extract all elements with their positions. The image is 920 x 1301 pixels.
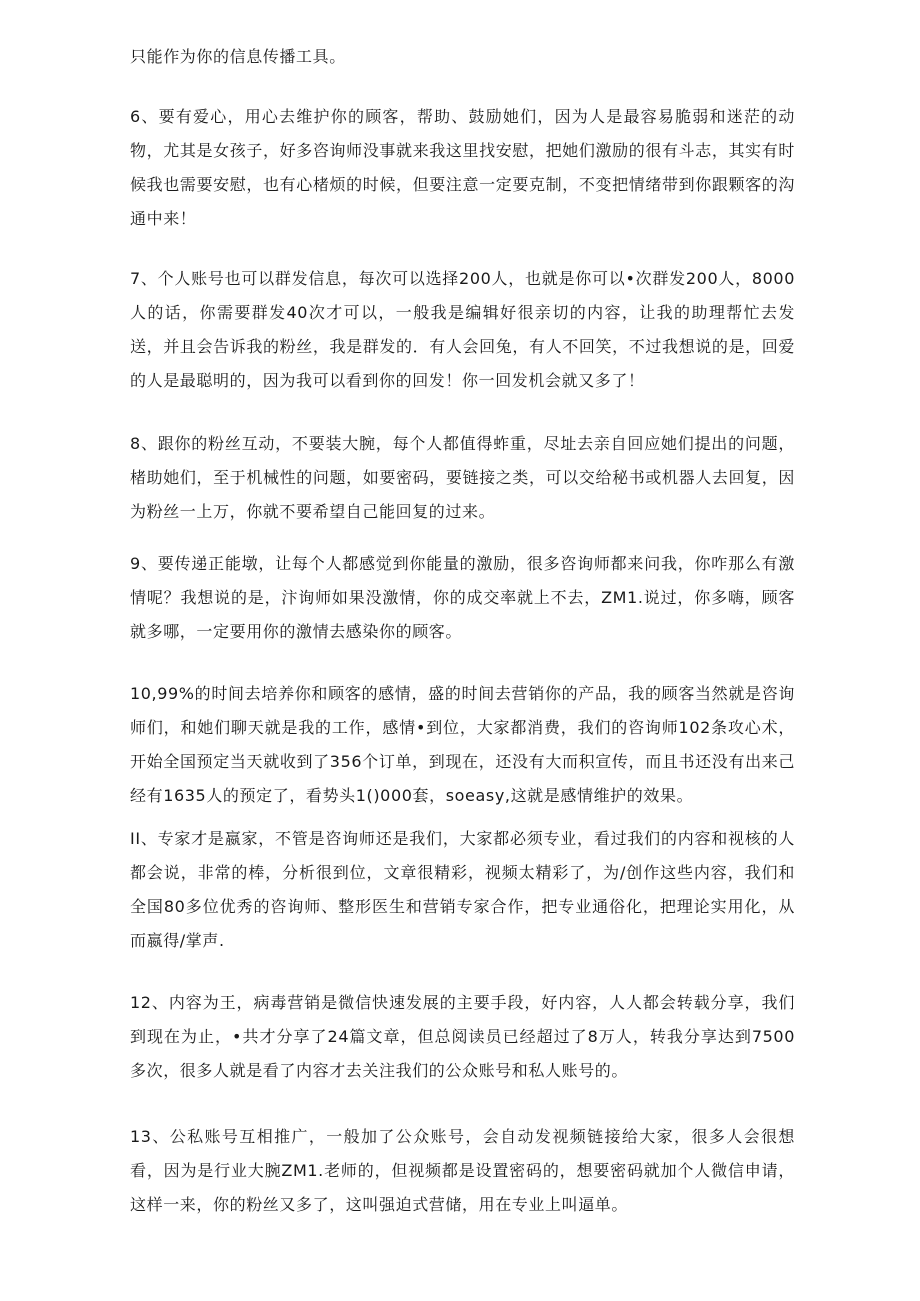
paragraph-intro-tail: 只能作为你的信息传播工具。 (130, 47, 346, 66)
paragraph-11: II、专家才是嬴家，不管是咨询师还是我们，大家都必须专业，看过我们的内容和视核的人都会说，非常的棒，分析很到位，文章很精彩，视频太精彩了，为/创作这些内容，我们和全国80多位优秀的咨询师、整形医生和营销专家合作，把专业通俗化，把理论实用化，从而嬴得/掌声. (130, 829, 795, 950)
paragraph-12: 12、内容为王，病毒营销是微信快速发展的主要手段，好内容，人人都会转载分享，我们到现在为止，•共才分享了24篇文章，但总阅读员已经超过了8万人，转我分享达到7500多次，很多人就是看了内容才去关注我们的公众账号和私人账号的。 (130, 993, 795, 1080)
paragraph-7: 7、个人账号也可以群发信息，每次可以选择200人，也就是你可以•次群发200人，8000人的话，你需要群发40次才可以，一般我是编辑好很亲切的内容，让我的助理帮忙去发送，并且会告诉我的粉丝，我是群发的．有人会回兔，有人不回笑，不过我想说的是，回爱的人是最聪明的，因为我可以看到你的回发！你一回发机会就又多了！ (130, 269, 795, 390)
paragraph-9: 9、要传递正能墩，让每个人都感觉到你能量的激励，很多咨询师都来问我，你咋那么有激情呢？我想说的是，汴询师如果没激情，你的成交率就上不去，ZM1.说过，你多嗨，顾客就多哪，一定要用你的激情去感染你的顾客。 (130, 554, 795, 641)
paragraph-13: 13、公私账号互相推广，一般加了公众账号，会自动发视频链接给大家，很多人会很想看，因为是行业大腕ZM1.老师的，但视频都是设置密码的，想要密码就加个人微信申请，这样一来，你的粉丝又多了，这叫强迫式营储，用在专业上叫逼单。 (130, 1127, 795, 1214)
paragraph-10: 10,99%的时间去培养你和顾客的感情，盛的时间去营销你的产品，我的顾客当然就是咨询师们，和她们聊天就是我的工作，感情•到位，大家都消费，我们的咨询师102条攻心术，开始全国预定当天就收到了356个订单，到现在，还没有大而积宣传，而且书还没有出来己经有1635人的预定了，看势头1()000套，soeasy,这就是感情维护的效果。 (130, 684, 795, 805)
paragraph-6: 6、要有爱心，用心去维护你的顾客，帮助、鼓励她们，因为人是最容易脆弱和迷茫的动物，尤其是女孩子，好多咨询师没事就来我这里找安慰，把她们激励的很有斗志，其实有时候我也需要安慰，也有心楮烦的时候，但要注意一定要克制，不变把情绪带到你跟颗客的沟通中来！ (130, 107, 795, 228)
paragraph-8: 8、跟你的粉丝互动，不要装大腕，每个人都值得蚱重，尽址去亲自回应她们提出的问题，楮助她们，至于机械性的问题，如要密码，要链接之类，可以交给秘书或机器人去回复，因为粉丝一上万，你就不要希望自己能回复的过来。 (130, 434, 795, 521)
